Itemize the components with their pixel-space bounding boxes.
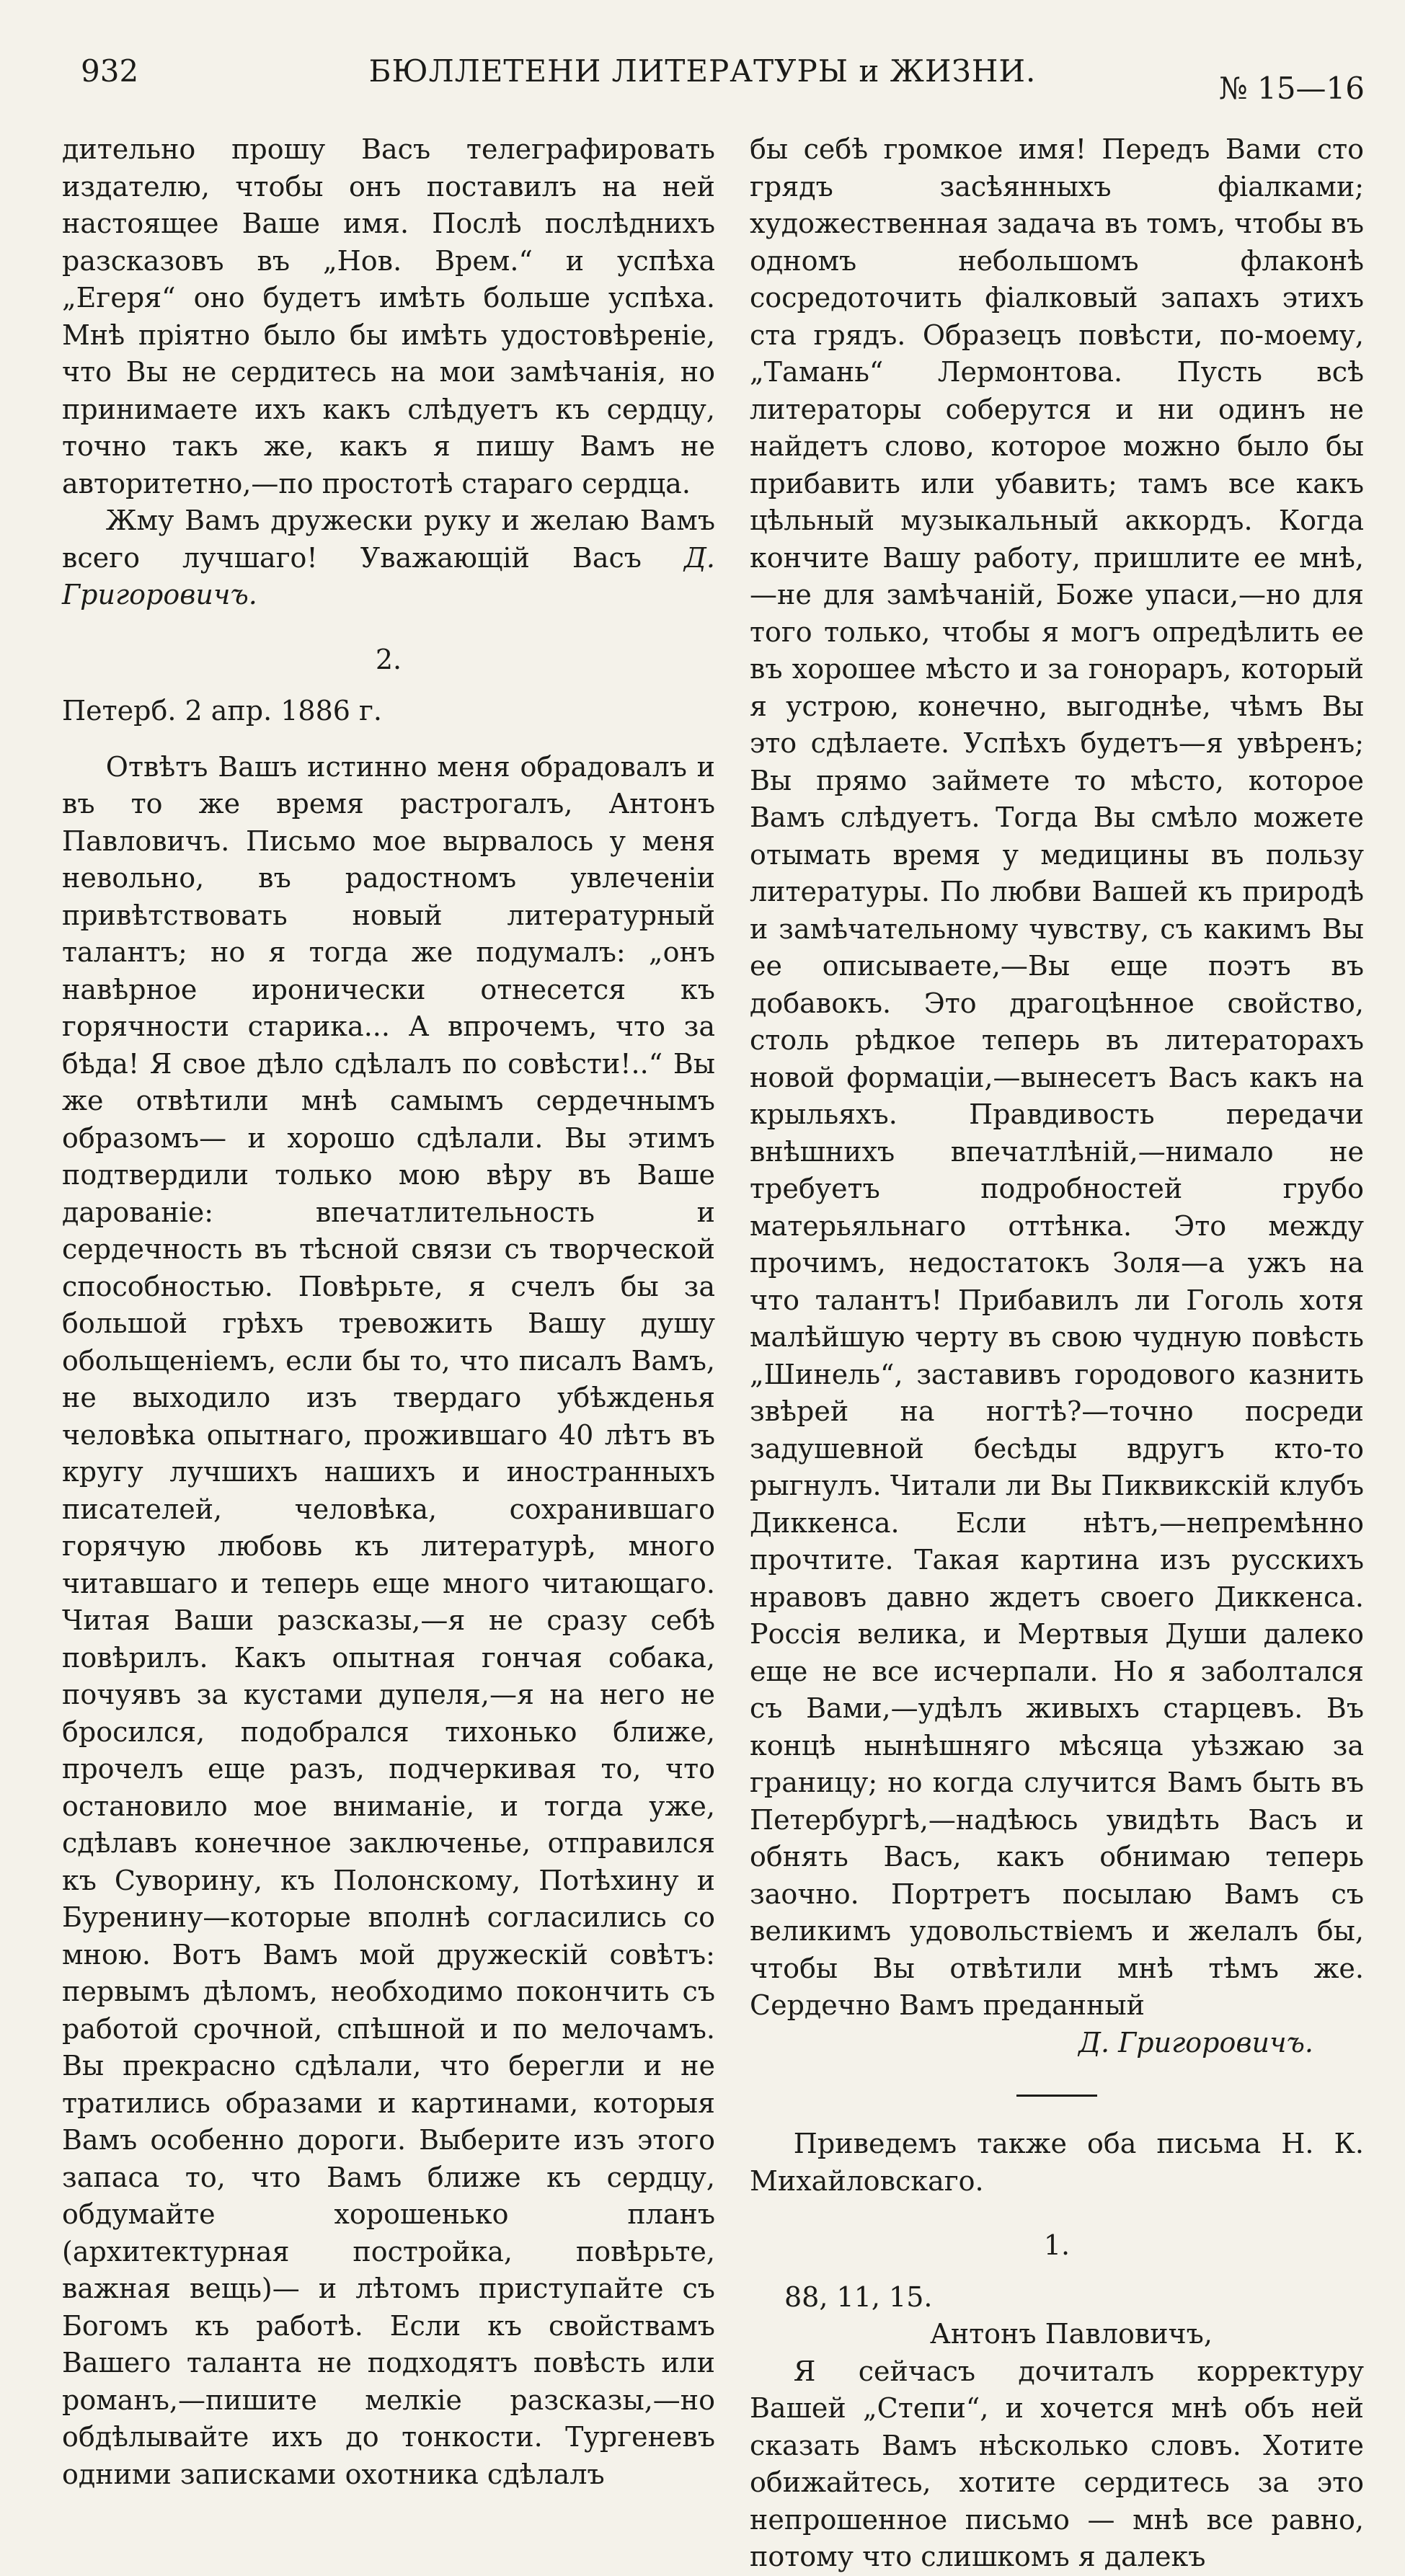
- page-header: [0, 49, 1405, 107]
- page-number: 932: [81, 53, 139, 89]
- letter-number: 1.: [1043, 2229, 1071, 2261]
- left-column: [62, 131, 715, 2493]
- letter-number: 2.: [375, 643, 402, 675]
- letter-date: 88, 11, 15.: [784, 2280, 933, 2313]
- letter-dateline: Петерб. 2 апр. 1886 г.: [62, 695, 382, 727]
- journal-title: БЮЛЛЕТЕНИ ЛИТЕРАТУРЫ и ЖИЗНИ.: [368, 53, 1037, 89]
- editorial-intro: Приведемъ также оба письма Н. К. Михайловскаго.: [750, 2128, 1364, 2197]
- right-column: [750, 131, 1364, 2576]
- letter-text-paragraph: дительно прошу Васъ телеграфировать издателю, чтобы онъ поставилъ на ней настоящее Ваше имя. Послѣ послѣднихъ разсказовъ въ „Нов. Врем.“ и успѣха „Егеря“ оно будетъ имѣть больше успѣха. Мнѣ пріятно было бы имѣть удостовѣреніе, что Вы не сердитесь на мои замѣчанія, но принимаете ихъ какъ слѣдуетъ къ сердцу, точно такъ же, какъ я пишу Вамъ не авторитетно,—по простотѣ стараго сердца.: [62, 133, 715, 499]
- letter-text-paragraph: Я сейчасъ дочиталъ корректуру Вашей „Степи“, и хочется мнѣ объ ней сказать Вамъ нѣсколько словъ. Хотите обижайтесь, хотите сердитесь за это непрошенное письмо — мнѣ все равно, потому что слишкомъ я далекъ: [750, 2355, 1364, 2572]
- closing-text: Жму Вамъ дружески руку и желаю Вамъ всего лучшаго! Уважающій Васъ: [62, 505, 715, 574]
- section-divider: [1016, 2095, 1097, 2097]
- letter-closing-paragraph: [62, 502, 715, 614]
- letter-text-paragraph: Отвѣтъ Вашъ истинно меня обрадовалъ и въ то же время растрогалъ, Антонъ Павловичъ. Письмо мое вырвалось у меня невольно, въ радостномъ увлеченіи привѣтствовать новый литературный талантъ; но я тогда же подумалъ: „онъ навѣрное иронически отнесется къ горячности старика... А впрочемъ, что за бѣда! Я свое дѣло сдѣлалъ по совѣсти!..“ Вы же отвѣтили мнѣ самымъ сердечнымъ образомъ— и хорошо сдѣлали. Вы этимъ подтвердили только мою вѣру въ Ваше дарованіе: впечатлительность и сердечность въ тѣсной связи съ творческой способностью. Повѣрьте, я счелъ бы за большой грѣхъ тревожить Вашу душу обольщеніемъ, если бы то, что писалъ Вамъ, не выходило изъ твердаго убѣжденья человѣка опытнаго, прожившаго 40 лѣтъ въ кругу лучшихъ нашихъ и иностранныхъ писателей, человѣка, сохранившаго горячую любовь къ литературѣ, много читавшаго и теперь еще много читающаго. Читая Ваши разсказы,—я не сразу себѣ повѣрилъ. Какъ опытная гончая собака, почуявъ за кустами дупеля,—я на него не бросился, подобрался тихонько ближе, прочелъ еще разъ, подчеркивая то, что остановило мое вниманіе, и тогда уже, сдѣлавъ конечное заключенье, отправился къ Суворину, къ Полонскому, Потѣхину и Буренину—которые вполнѣ согласились со мною. Вотъ Вамъ мой дружескій совѣтъ: первымъ дѣломъ, необходимо покончить съ работой срочной, спѣшной и по мелочамъ. Вы прекрасно сдѣлали, что берегли и не тратились образами и картинами, которыя Вамъ особенно дороги. Выберите изъ этого запаса то, что Вамъ ближе къ сердцу, обдумайте хорошенько планъ (архитектурная постройка, повѣрьте, важная вещь)— и лѣтомъ приступайте съ Богомъ къ работѣ. Если къ свойствамъ Вашего таланта не подходятъ повѣсть или романъ,—пишите мелкіе разсказы,—но обдѣлывайте ихъ до тонкости. Тургеневъ одними записками охотника сдѣлалъ: [62, 750, 715, 2490]
- signature: Д. Григоровичъ.: [62, 541, 715, 610]
- letter-salutation: Антонъ Павловичъ,: [930, 2318, 1213, 2350]
- letter-text-paragraph: бы себѣ громкое имя! Передъ Вами сто грядъ засѣянныхъ фіалками; художественная задача въ томъ, чтобы въ одномъ небольшомъ флаконѣ сосредоточить фіалковый запахъ этихъ ста грядъ. Образецъ повѣсти, по-моему, „Тамань“ Лермонтова. Пусть всѣ литераторы соберутся и ни одинъ не найдетъ слово, которое можно было бы прибавить или убавить; тамъ все какъ цѣльный музыкальный аккордъ. Когда кончите Вашу работу, пришлите ее мнѣ,—не для замѣчаній, Боже упаси,—но для того только, чтобы я могъ опредѣлить ее въ хорошее мѣсто и за гонораръ, который я устрою, конечно, выгоднѣе, чѣмъ Вы это сдѣлаете. Успѣхъ будетъ—я увѣренъ; Вы прямо займете то мѣсто, которое Вамъ слѣдуетъ. Тогда Вы смѣло можете отымать время у медицины въ пользу литературы. По любви Вашей къ природѣ и замѣчательному чувству, съ какимъ Вы ее описываете,—Вы еще поэтъ въ добавокъ. Это драгоцѣнное свойство, столь рѣдкое теперь въ литераторахъ новой формаціи,—вынесетъ Васъ какъ на крыльяхъ. Правдивость передачи внѣшнихъ впечатлѣній,—нимало не требуетъ подробностей грубо матерьяльнаго оттѣнка. Это между прочимъ, недостатокъ Золя—а ужъ на что талантъ! Прибавилъ ли Гоголь хотя малѣйшую черту въ свою чудную повѣсть „Шинель“, заставивъ городового казнить звѣрей на ногтѣ?—точно посреди задушевной бесѣды вдругъ кто-то рыгнулъ. Читали ли Вы Пиквикскій клубъ Диккенса. Если нѣтъ,—непремѣнно прочтите. Такая картина изъ русскихъ нравовъ давно ждетъ своего Диккенса. Россія велика, и Мертвыя Души далеко еще не все исчерпали. Но я заболтался съ Вами,—удѣлъ живыхъ старцевъ. Въ концѣ нынѣшняго мѣсяца уѣзжаю за границу; но когда случится Вамъ быть въ Петербургѣ,—надѣюсь увидѣть Васъ и обнять Васъ, какъ обнимаю теперь заочно. Портретъ посылаю Вамъ съ великимъ удовольствіемъ и желалъ бы, чтобы Вы отвѣтили мнѣ тѣмъ же. Сердечно Вамъ преданный: [750, 133, 1364, 2021]
- issue-number: № 15—16: [1219, 71, 1365, 106]
- signature: Д. Григоровичъ.: [1078, 2026, 1313, 2058]
